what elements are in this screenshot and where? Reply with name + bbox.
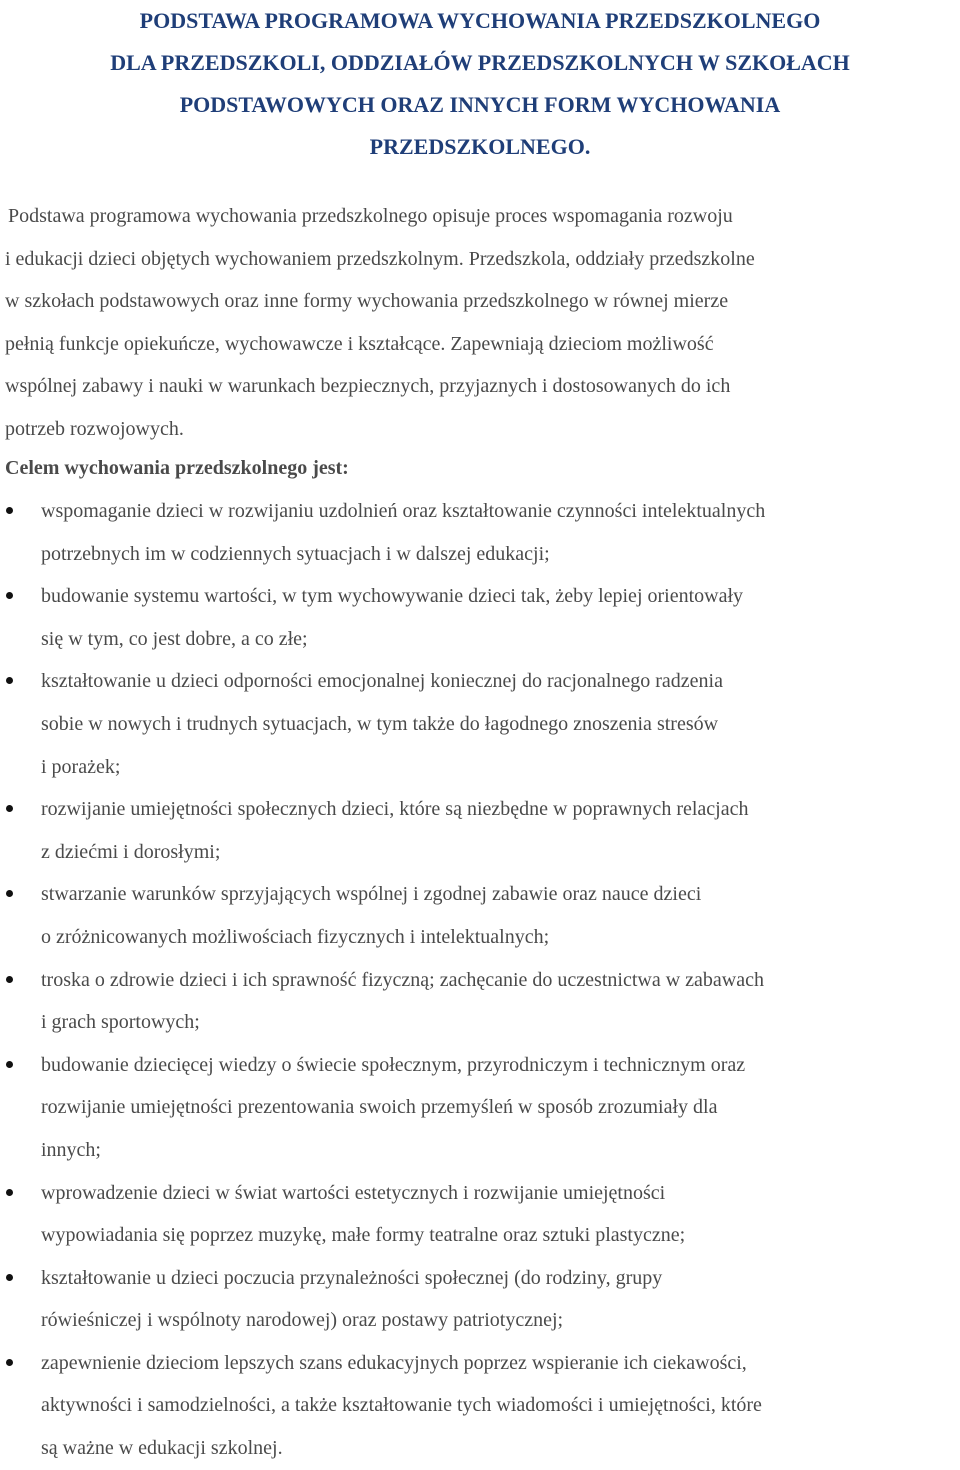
goal-line: budowanie dziecięcej wiedzy o świecie społecznym, przyrodniczym i technicznym oraz [41,1053,746,1076]
title-line: PRZEDSZKOLNEGO. [369,134,591,159]
bullet-icon [6,976,13,983]
goal-line: i porażek; [41,755,121,778]
intro-paragraph [5,195,955,451]
goal-line: kształtowanie u dzieci poczucia przynależności społecznej (do rodziny, grupy [41,1266,663,1289]
goal-list-item [0,660,960,788]
goal-line: stwarzanie warunków sprzyjających wspólnej i zgodnej zabawie oraz nauce dzieci [41,883,702,906]
intro-line: potrzeb rozwojowych. [5,417,184,440]
goal-line: potrzebnych im w codziennych sytuacjach i w dalszej edukacji; [41,542,550,565]
goal-text [41,660,959,788]
goal-list-item [0,959,960,1044]
goal-line: troska o zdrowie dzieci i ich sprawność fizyczną; zachęcanie do uczestnictwa w zabawach [41,968,764,991]
goal-line: są ważne w edukacji szkolnej. [41,1437,283,1460]
intro-line: Podstawa programowa wychowania przedszkolnego opisuje proces wspomagania rozwoju [8,205,733,227]
goal-list-item [0,490,960,575]
document-title [0,0,960,168]
bullet-icon [6,1274,13,1281]
title-line: PODSTAWA PROGRAMOWA WYCHOWANIA PRZEDSZKOLNEGO [139,8,821,33]
goal-line: wspomaganie dzieci w rozwijaniu uzdolnień oraz kształtowanie czynności intelektualnych [41,500,766,522]
goal-text [41,1044,959,1172]
goal-line: rówieśniczej i wspólnoty narodowej) oraz postawy patriotycznej; [41,1309,564,1332]
bullet-icon [6,1061,13,1068]
goal-line: wprowadzenie dzieci w świat wartości estetycznych i rozwijanie umiejętności [41,1181,666,1204]
bullet-icon [6,805,13,812]
bullet-icon [6,592,13,599]
goal-list-item [0,873,960,958]
goal-line: wypowiadania się poprzez muzykę, małe formy teatralne oraz sztuki plastyczne; [41,1224,686,1247]
goals-heading: Celem wychowania przedszkolnego jest: [5,457,349,479]
goal-line: się w tym, co jest dobre, a co złe; [41,627,308,650]
bullet-icon [6,890,13,897]
goal-list-item [0,1342,960,1470]
goal-text [41,788,959,873]
goal-line: innych; [41,1138,101,1161]
bullet-icon [6,1189,13,1196]
title-line: DLA PRZEDSZKOLI, ODDZIAŁÓW PRZEDSZKOLNYCH W SZKOŁACH [110,50,850,75]
goal-list-item [0,1044,960,1172]
goal-text [41,575,959,660]
goal-line: kształtowanie u dzieci odporności emocjonalnej koniecznej do racjonalnego radzenia [41,670,723,693]
goal-text [41,1172,959,1257]
bullet-icon [6,677,13,684]
title-line: PODSTAWOWYCH ORAZ INNYCH FORM WYCHOWANIA [179,92,781,117]
intro-line: pełnią funkcje opiekuńcze, wychowawcze i kształcące. Zapewniają dzieciom możliwość [5,332,714,355]
goal-list-item [0,1172,960,1257]
intro-line: wspólnej zabawy i nauki w warunkach bezpiecznych, przyjaznych i dostosowanych do ich [5,375,731,398]
goal-line: budowanie systemu wartości, w tym wychowywanie dzieci tak, żeby lepiej orientowały [41,585,744,608]
goal-text [41,959,959,1044]
goal-text [41,873,959,958]
goal-list-item [0,788,960,873]
goal-line: z dziećmi i dorosłymi; [41,840,221,863]
goal-text [41,1257,959,1342]
intro-line: w szkołach podstawowych oraz inne formy wychowania przedszkolnego w równej mierze [5,290,729,313]
goals-list [0,490,960,1470]
goal-line: aktywności i samodzielności, a także kształtowanie tych wiadomości i umiejętności, które [41,1394,762,1417]
goal-list-item [0,1257,960,1342]
bullet-icon [6,507,13,514]
goal-line: i grach sportowych; [41,1011,200,1034]
goal-line: rozwijanie umiejętności społecznych dzieci, które są niezbędne w poprawnych relacjach [41,798,749,821]
goal-text [41,490,959,575]
goal-line: o zróżnicowanych możliwościach fizycznych i intelektualnych; [41,925,550,948]
goal-list-item [0,575,960,660]
goal-line: zapewnienie dzieciom lepszych szans edukacyjnych poprzez wspieranie ich ciekawości, [41,1351,747,1374]
bullet-icon [6,1359,13,1366]
goal-line: sobie w nowych i trudnych sytuacjach, w tym także do łagodnego znoszenia stresów [41,712,719,735]
intro-line: i edukacji dzieci objętych wychowaniem przedszkolnym. Przedszkola, oddziały przedszkolne [5,247,755,270]
goal-line: rozwijanie umiejętności prezentowania swoich przemyśleń w sposób zrozumiały dla [41,1096,718,1119]
goal-text [41,1342,959,1470]
